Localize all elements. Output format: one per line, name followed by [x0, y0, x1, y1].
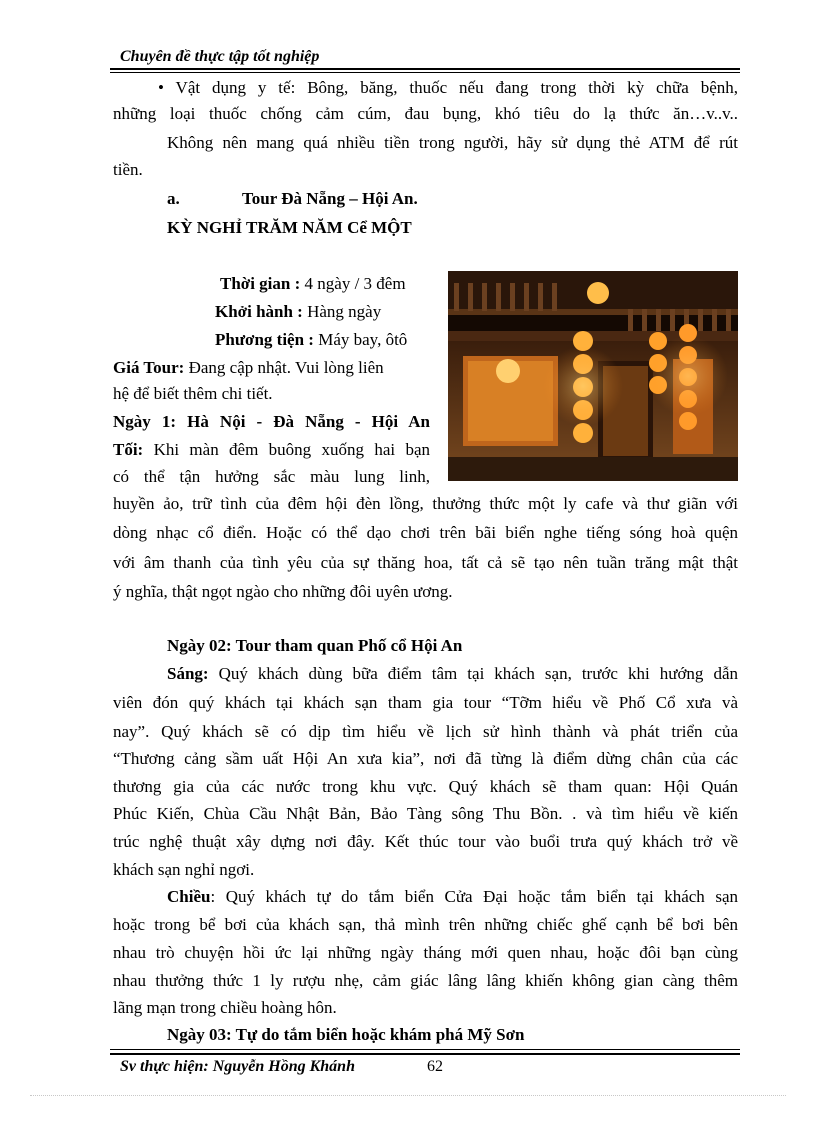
header-rule-thin	[110, 72, 740, 73]
footer-rule-thin	[110, 1049, 740, 1050]
duration-value: 4 ngày / 3 đêm	[300, 274, 406, 293]
departure-line	[215, 302, 440, 322]
price-line	[113, 358, 433, 378]
price-value: Đang cập nhật. Vui lòng liên	[184, 358, 384, 377]
transport-label: Phương tiện :	[215, 330, 314, 349]
afternoon-label: Chiều	[167, 887, 211, 906]
day3-title: Ngày 03: Tự do tắm biển hoặc khám phá Mỹ Sơn	[167, 1025, 525, 1044]
transport-value: Máy bay, ôtô	[313, 330, 408, 349]
evening-text: Khi màn đêm buông xuống hai bạn	[143, 440, 430, 459]
paragraph-line: Phúc Kiến, Chùa Cầu Nhật Bản, Bảo Tàng sông Thu Bồn. . và tìm hiểu về kiến	[113, 804, 738, 823]
paragraph-line: nhau thưởng thức 1 ly rượu nhẹ, cảm giác lâng lâng khiến không gian càng thêm	[113, 971, 738, 990]
paragraph-line: dòng nhạc cổ điển. Hoặc có thể dạo chơi trên bãi biển nghe tiếng sóng hoà quện	[113, 523, 738, 542]
day2-title: Ngày 02: Tour tham quan Phố cổ Hội An	[167, 636, 463, 655]
evening-line	[113, 440, 430, 460]
afternoon-text: : Quý khách tự do tắm biển Cửa Đại hoặc tắm biển tại khách sạn	[210, 887, 738, 906]
paragraph-line: những loại thuốc chống cảm cúm, đau bụng, khó tiêu do lạ thức ăn…v..v..	[113, 104, 738, 123]
page-boundary	[30, 1095, 786, 1096]
departure-label: Khởi hành :	[215, 302, 303, 321]
paragraph-line: viên đón quý khách tại khách sạn tham gia tour “Tỡm hiểu về Phố Cổ xưa và	[113, 693, 738, 712]
paragraph-line: “Thương cảng sầm uất Hội An xưa kia”, nơi đã từng là điểm dừng chân của các	[113, 749, 738, 768]
running-header: Chuyên đề thực tập tốt nghiệp	[120, 48, 320, 65]
section-letter: a.	[167, 189, 180, 208]
paragraph-line: hoặc trong bể bơi của khách sạn, thả mình trên những chiếc ghế cạnh bể bơi bên	[113, 915, 738, 934]
transport-line	[215, 330, 487, 350]
evening-label: Tối:	[113, 440, 144, 459]
paragraph-line: có thể tận hưởng sắc màu lung linh,	[113, 467, 430, 486]
paragraph-line: Không nên mang quá nhiều tiền trong người, hãy sử dụng thẻ ATM để rút	[167, 133, 738, 152]
hoi-an-lantern-photo	[448, 271, 738, 481]
day1-title: Ngày 1: Hà Nội - Đà Nẵng - Hội An	[113, 412, 430, 431]
morning-line	[113, 664, 738, 684]
duration-label: Thời gian :	[220, 274, 301, 293]
paragraph-line: • Vật dụng y tế: Bông, băng, thuốc nếu đang trong thời kỳ chữa bệnh,	[158, 78, 738, 97]
section-subtitle: KỲ NGHỈ TRĂM NĂM Cể MỘT	[167, 218, 412, 237]
paragraph-line: hệ để biết thêm chi tiết.	[113, 384, 273, 403]
duration-line	[220, 274, 440, 294]
paragraph-line: trúc nghệ thuật xây dựng nơi đây. Kết thúc tour vào buổi trưa quý khách trở về	[113, 832, 738, 851]
paragraph-line: huyền ảo, trữ tình của đêm hội đèn lồng, thưởng thức một ly cafe và thư giãn với	[113, 494, 738, 513]
paragraph-line: lãng mạn trong chiều hoàng hôn.	[113, 998, 337, 1017]
paragraph-line: ý nghĩa, thật ngọt ngào cho những đôi uyên ương.	[113, 582, 453, 601]
morning-text: Quý khách dùng bữa điểm tâm tại khách sạn, trước khi hướng dẫn	[208, 664, 738, 683]
paragraph-line: nhau trò chuyện hồi ức lại những ngày tháng mới quen nhau, hoặc đôi bạn cùng	[113, 943, 738, 962]
paragraph-line: với âm thanh của tình yêu của sự thăng hoa, tất cả sẽ tạo nên tuần trăng mật thật	[113, 553, 738, 572]
page-number: 62	[427, 1058, 443, 1075]
footer-author: Sv thực hiện: Nguyễn Hồng Khánh	[120, 1058, 355, 1075]
afternoon-line	[113, 887, 738, 907]
paragraph-line: khách sạn nghỉ ngơi.	[113, 860, 255, 879]
departure-value: Hàng ngày	[302, 302, 382, 321]
footer-rule-thick	[110, 1053, 740, 1055]
section-title: Tour Đà Nẵng – Hội An.	[242, 189, 418, 208]
price-label: Giá Tour:	[113, 358, 185, 377]
paragraph-line: tiền.	[113, 160, 143, 179]
morning-label: Sáng:	[167, 664, 209, 683]
paragraph-line: nay”. Quý khách sẽ có dịp tìm hiểu về lịch sử hình thành và phát triển của	[113, 722, 738, 741]
header-rule-thick	[110, 68, 740, 70]
paragraph-line: thương gia của các nước trong khu vực. Quý khách sẽ tham quan: Hội Quán	[113, 777, 738, 796]
